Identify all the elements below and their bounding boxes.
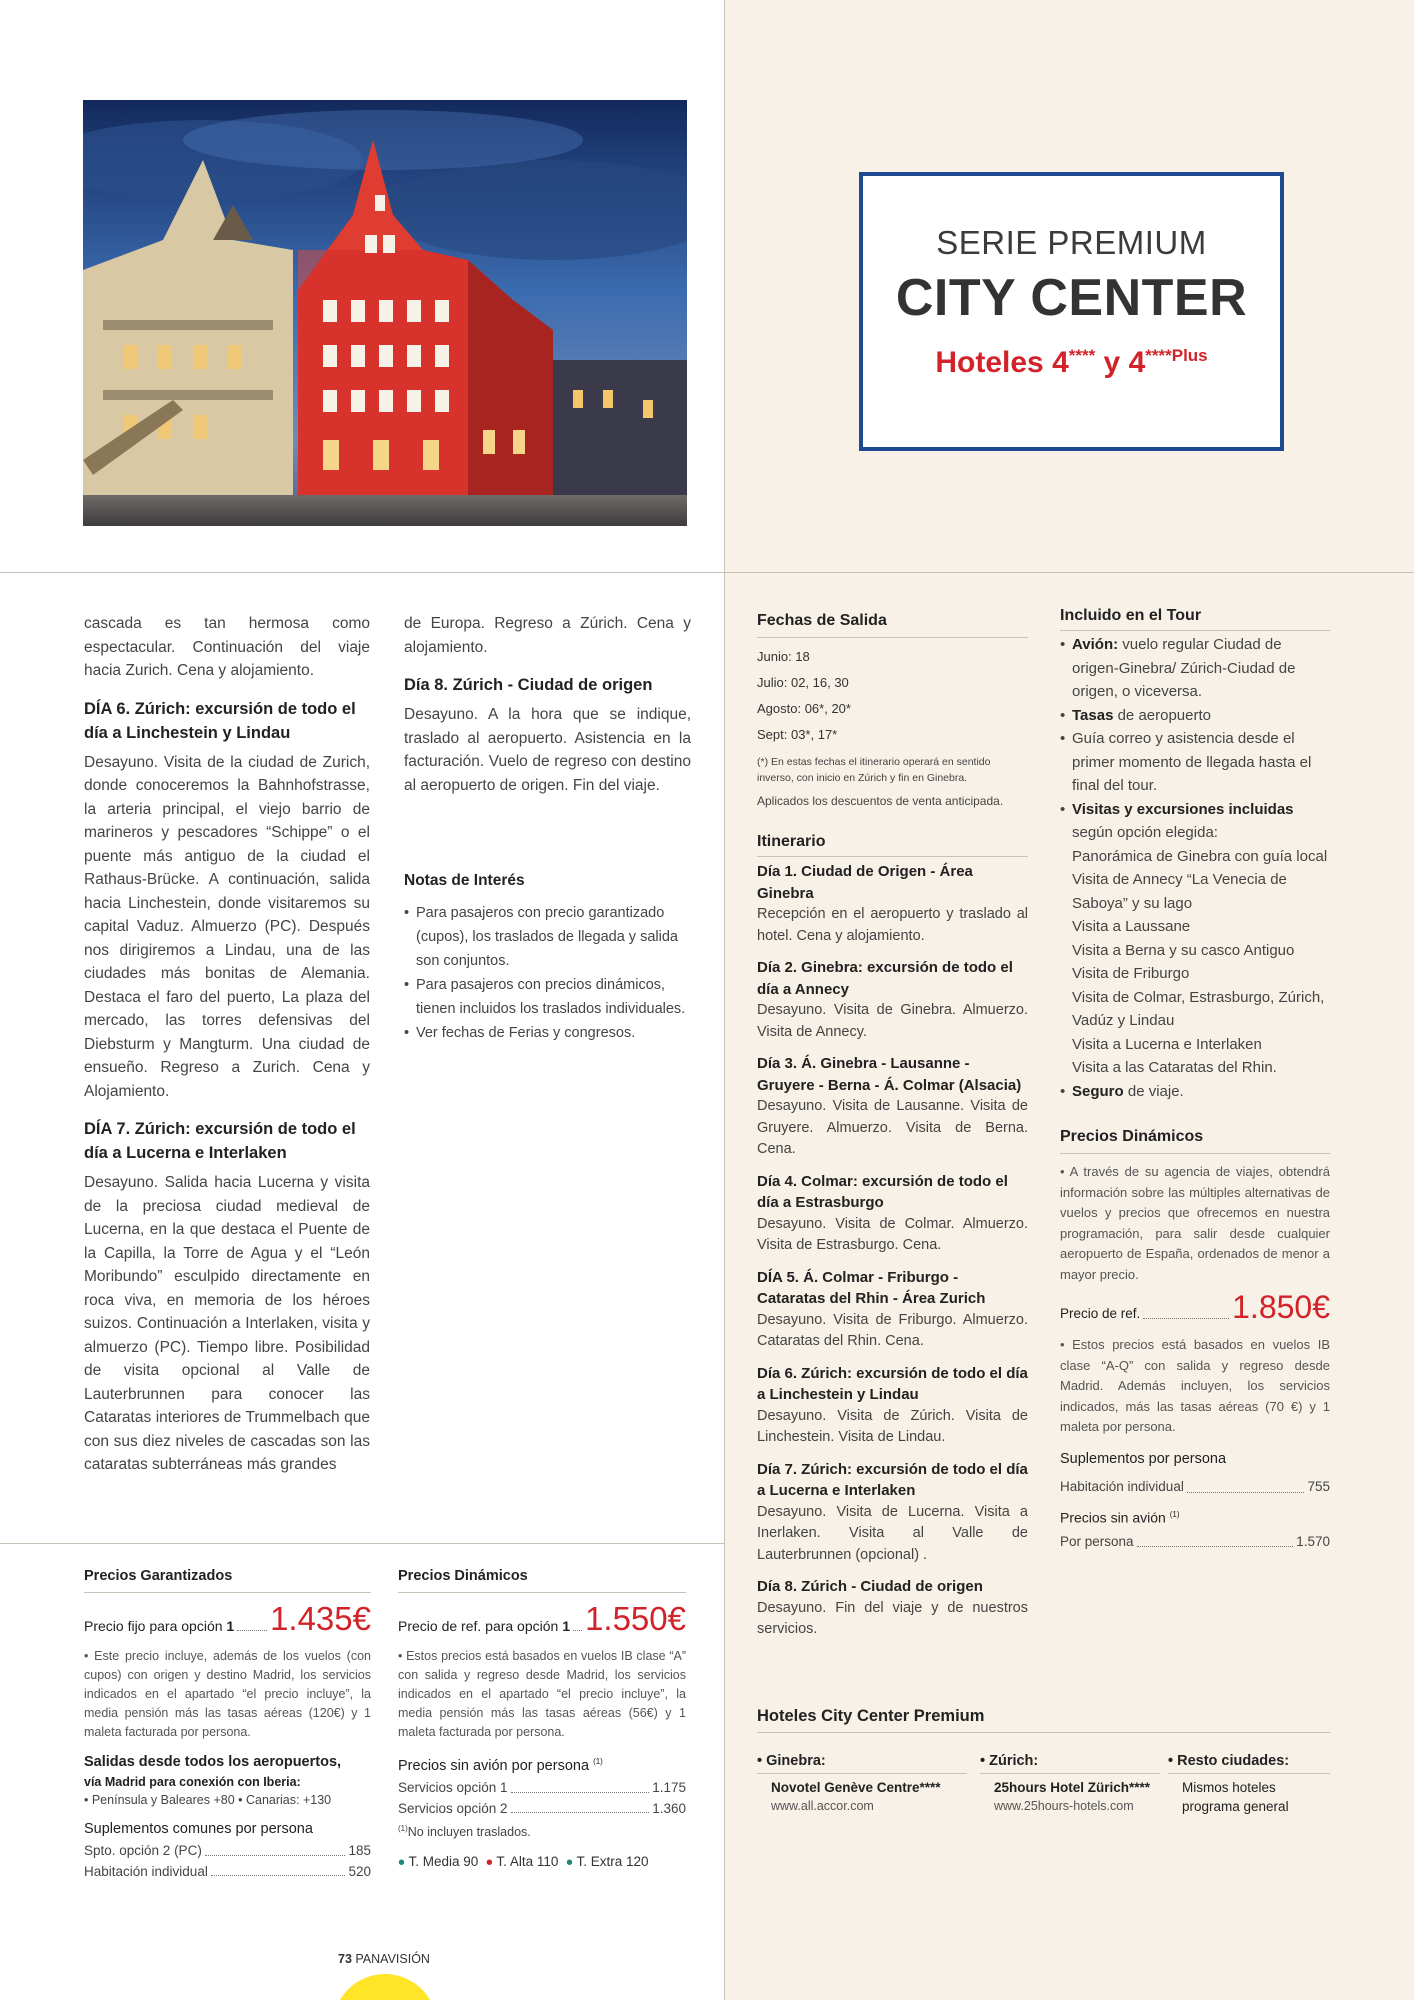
hotel-col-rest: [1168, 1752, 1330, 1816]
itinerary-day: Día 3. Á. Ginebra - Lausanne - Gruyere - Berna - Á. Colmar (Alsacia) Desayuno. Visita de Lausanne. Visita de Gruyere. Almuerzo. Visita de Berna. Cena.: [757, 1055, 1028, 1157]
note-item: • Ver fechas de Ferias y congresos.: [404, 1021, 691, 1045]
included-item: • Tasas de aeropuerto: [1060, 704, 1330, 728]
supplement-row: Spto. opción 2 (PC) 185: [84, 1843, 371, 1858]
hero-photo: [83, 100, 687, 526]
itinerary-day: Día 8. Zúrich - Ciudad de origen Desayuno. Fin del viaje y de nuestros servicios.: [757, 1578, 1028, 1637]
season-legend: [398, 1852, 686, 1873]
day8-text: Desayuno. A la hora que se indique, traslado al aeropuerto. Asistencia en la facturación. Vuelo de regreso con destino al aeropuerto de origen. Fin del viaje.: [404, 706, 691, 794]
dynamic-note: • Estos precios está basados en vuelos IB clase “A” con salida y regreso desde Madrid, los servicios indicados en el apartado “el precio incluye”, la media pensión más las tasas aéreas (56€) y 1 maleta facturada por persona.: [398, 1649, 686, 1739]
discount-note: Aplicados los descuentos de venta anticipada.: [757, 794, 1004, 808]
season-item: • T. Media 90: [398, 1852, 479, 1875]
itinerary-day: Día 6. Zúrich: excursión de todo el día a Linchestein y Lindau Desayuno. Visita de Zúrich. Visita de Linchestein. Visita de Lindau.: [757, 1364, 1028, 1445]
guaranteed-price: 1.435€: [270, 1600, 371, 1637]
right-no-flight-row: Por persona 1.570: [1060, 1530, 1330, 1554]
day6-text: Desayuno. Visita de la ciudad de Zurich, donde conoceremos la Bahnhofstrasse, la arteria principal, el viejo barrio de marineros y pescadores “Schippe” o el puente más antiguo de la ciudad el Rathaus-Brücke. A continuación, salida hacia Linchestein, donde visitaremos su capital Vaduz. Almuerzo (PC). Después nos dirigiremos a Lindau, una de las ciudades más bonitas de Alemania. Destaca el faro del puerto, La plaza del mercado, las torres defensivas del Diebsturm y Mangturm. Una ciudad de ensueño. Regreso a Zurich. Cena y Alojamiento.: [84, 753, 370, 1100]
guaranteed-price-row: [84, 1601, 371, 1637]
right-supplement-row: Habitación individual 755: [1060, 1475, 1330, 1499]
departures-subtitle: vía Madrid para conexión con Iberia:: [84, 1774, 301, 1789]
day7-text: Desayuno. Salida hacia Lucerna y visita de la preciosa ciudad medieval de Lucerna, en la que destaca el Puente de la Capilla, la Torre de Agua y el “León Moribundo” esculpido directamente en roca viva, en memoria de los héroes suizos. Continuación a Interlaken, visita y almuerzo (PC). Tiempo libre. Posibilidad de visita opcional al Valle de Lauterbrunnen para conocer las Cataratas interiores de Trummelbach que con sus diez niveles de cascadas son las cataratas subterráneas más grandes: [84, 1174, 370, 1473]
season-item: • T. Extra 120: [565, 1852, 649, 1875]
included-item: • Visitas y excursiones incluidas según opción elegida: Panorámica de Ginebra con guía local Visita de Annecy “La Venecia de Saboya” y su lago Visita a Laussane Visita a Berna y su casco Antiguo Visita de Friburgo Visita de Colmar, Estrasburgo, Zúrich, Vadúz y Lindau Visita a Lucerna e Interlaken Visita a las Cataratas del Rhin.: [1060, 798, 1330, 1080]
dynamic-price-label: Precio de ref. para opción 1: [398, 1618, 571, 1634]
decorative-circle: [333, 1974, 437, 2000]
guaranteed-note: • Este precio incluye, además de los vuelos (con cupos) con origen y destino Madrid, los servicios indicados en el apartado “el precio incluye”, la media pensión más las tasas aéreas (120€) y 1 maleta facturada por persona.: [84, 1649, 371, 1739]
dynamic-price: 1.550€: [585, 1600, 686, 1637]
guaranteed-price-label: Precio fijo para opción 1: [84, 1618, 235, 1634]
dates-note: (*) En estas fechas el itinerario operará en sentido inverso, con inicio en Zúrich y fin en Ginebra.: [757, 756, 991, 784]
included-heading: Incluido en el Tour: [1060, 604, 1330, 631]
dates-list: [757, 644, 1028, 748]
intro-text: cascada es tan hermosa como espectacular. Continuación del viaje hacia Zurich. Cena y alojamiento.: [84, 615, 370, 679]
date-item: Julio: 02, 16, 30: [757, 675, 849, 690]
dynamic-price-row: [398, 1601, 686, 1637]
vertical-divider: [724, 0, 725, 2000]
hotel-name: 25hours Hotel Zürich****: [994, 1780, 1151, 1795]
continuation-text: de Europa. Regreso a Zúrich. Cena y alojamiento.: [404, 615, 691, 656]
itinerary-column-2: [404, 612, 691, 1045]
guaranteed-title: Precios Garantizados: [84, 1564, 371, 1593]
hotel-col-zurich: [980, 1752, 1160, 1816]
itinerary-days: [757, 861, 1028, 1641]
dynamic-right-heading: Precios Dinámicos: [1060, 1125, 1330, 1154]
dynamic-right-note: • Estos precios está basados en vuelos IB clase “A-Q” con salida y regreso desde Madrid. Además incluyen, los servicios indicados, más las tasas aéreas (70 €) y 1 maleta por persona.: [1060, 1337, 1330, 1434]
no-flight-row: Servicios opción 2 1.360: [398, 1800, 686, 1816]
included-column: [1060, 604, 1330, 1553]
horizontal-divider: [0, 572, 1414, 573]
departures-title: Salidas desde todos los aeropuertos,: [84, 1754, 342, 1770]
supplements-title: Suplementos comunes por persona: [84, 1820, 313, 1837]
hotel-category: Hoteles 4**** y $4^{****Plus}$: [935, 346, 1208, 379]
supplement-row: Habitación individual 520: [84, 1863, 371, 1879]
itinerary-day: Día 2. Ginebra: excursión de todo el día a Annecy Desayuno. Visita de Ginebra. Almuerzo. Visita de Annecy.: [757, 959, 1028, 1040]
no-flight-title: Precios sin avión por persona $^{(1)}$: [398, 1757, 603, 1774]
included-item: • Seguro de viaje.: [1060, 1080, 1330, 1104]
itinerary-column-1: [84, 612, 370, 1477]
guaranteed-prices: [84, 1564, 371, 1882]
hotel-name: Mismos hoteles programa general: [1182, 1780, 1289, 1814]
dynamic-right-price-row: Precio de ref. 1.850€: [1060, 1289, 1330, 1325]
hotel-name: Novotel Genève Centre****: [771, 1780, 941, 1795]
hotels-heading: Hoteles City Center Premium: [757, 1704, 1330, 1733]
right-supplements-title: Suplementos por persona: [1060, 1450, 1227, 1467]
right-no-flight-title: Precios sin avión $^{(1)}$: [1060, 1509, 1180, 1526]
note-item: • Para pasajeros con precio garantizado (cupos), los traslados de llegada y salida son conjuntos.: [404, 901, 691, 973]
dynamic-right-price: 1.850€: [1232, 1289, 1330, 1325]
series-title: CITY CENTER: [895, 269, 1248, 327]
itinerary-day: Día 4. Colmar: excursión de todo el día a Estrasburgo Desayuno. Visita de Colmar. Almuerzo. Visita de Estrasburgo. Cena.: [757, 1172, 1028, 1253]
itinerary-heading: Itinerario: [757, 830, 1028, 857]
hotel-web: www.25hours-hotels.com: [994, 1799, 1134, 1813]
included-item: • Avión: vuelo regular Ciudad de origen-Ginebra/ Zúrich-Ciudad de origen, o viceversa.: [1060, 633, 1330, 704]
itinerary-day: DÍA 5. Á. Colmar - Friburgo - Cataratas del Rhin - Área Zurich Desayuno. Visita de Friburgo. Almuerzo. Cataratas del Rhin. Cena.: [757, 1268, 1028, 1349]
no-flight-footnote: $^{(1)}$No incluyen traslados.: [398, 1824, 531, 1840]
dynamic-right-intro: • A través de su agencia de viajes, obtendrá información sobre las múltiples alternativas de vuelos y precios que ofrecemos en nuestra programación, para salir desde cualquier aeropuerto de España, ordenados de menor a mayor precio.: [1060, 1164, 1330, 1282]
hotel-city: • Zúrich:: [980, 1752, 1160, 1774]
visits-sublist: Panorámica de Ginebra con guía local Visita de Annecy “La Venecia de Saboya” y su lago Visita a Laussane Visita a Berna y su casco Antiguo Visita de Friburgo Visita de Colmar, Estrasburgo, Zúrich, Vadúz y Lindau Visita a Lucerna e Interlaken Visita a las Cataratas del Rhin.: [1072, 847, 1328, 1076]
note-item: • Para pasajeros con precios dinámicos, tienen incluidos los traslados individuales.: [404, 973, 691, 1021]
page-number: 73 PANAVISIÓN: [338, 1952, 430, 1966]
hotel-city: • Ginebra:: [757, 1752, 967, 1774]
season-item: • T. Alta 110: [485, 1852, 559, 1875]
date-item: Agosto: 06*, 20*: [757, 701, 851, 716]
notes-heading: Notas de Interés: [404, 872, 525, 889]
included-list: [1060, 633, 1330, 1103]
day6-heading: DÍA 6. Zúrich: excursión de todo el día a Linchestein y Lindau: [84, 699, 356, 742]
date-item: Sept: 03*, 17*: [757, 727, 838, 742]
day7-heading: DÍA 7. Zúrich: excursión de todo el día a Lucerna e Interlaken: [84, 1120, 356, 1162]
day8-heading: Día 8. Zúrich - Ciudad de origen: [404, 676, 653, 694]
departures-itinerary-column: [757, 609, 1028, 1641]
itinerary-day: Día 1. Ciudad de Origen - Área Ginebra Recepción en el aeropuerto y traslado al hotel. Cena y alojamiento.: [757, 863, 1028, 944]
date-item: Junio: 18: [757, 649, 810, 664]
included-item: • Guía correo y asistencia desde el primer momento de llegada hasta el final del tour.: [1060, 727, 1330, 798]
dates-heading: Fechas de Salida: [757, 609, 1028, 638]
hotel-col-geneva: [757, 1752, 967, 1816]
notes-list: [404, 901, 691, 1045]
departures-detail: • Península y Baleares +80 • Canarias: +130: [84, 1792, 332, 1807]
no-flight-row: Servicios opción 1 1.175: [398, 1780, 686, 1796]
dynamic-title: Precios Dinámicos: [398, 1564, 686, 1593]
prices-divider: [0, 1543, 725, 1544]
series-label: SERIE PREMIUM: [936, 224, 1207, 261]
series-badge: [859, 172, 1284, 451]
hotel-web: www.all.accor.com: [771, 1799, 874, 1813]
dynamic-prices: [398, 1564, 686, 1873]
hotel-city: • Resto ciudades:: [1168, 1752, 1330, 1774]
itinerary-day: Día 7. Zúrich: excursión de todo el día a Lucerna e Interlaken Desayuno. Visita de Lucerna. Visita a Inerlaken. Visita al Valle de Lauterbrunnen (opcional) .: [757, 1460, 1028, 1563]
